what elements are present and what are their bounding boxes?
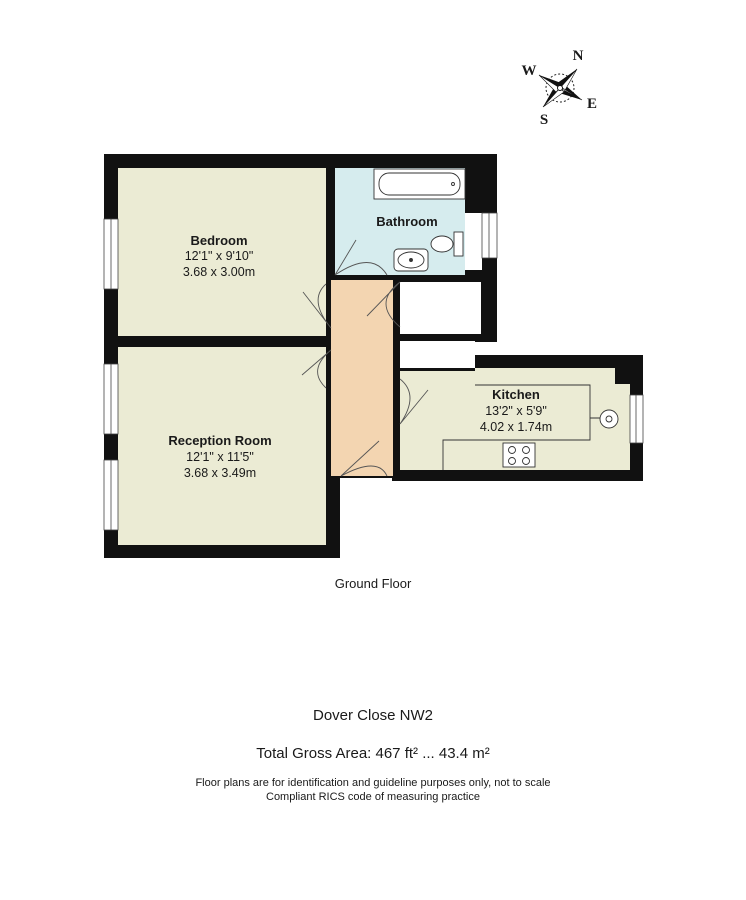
bathroom-side-recess [465,213,482,270]
toilet-bowl [431,236,453,252]
kitchen-dim-imperial: 13'2" x 5'9" [485,404,547,418]
kitchen-dim-metric: 4.02 x 1.74m [479,420,553,434]
compass-south: S [539,112,549,128]
bedroom-name: Bedroom [190,233,248,248]
boiler [600,410,618,428]
hob [503,443,535,467]
bedroom-dim-imperial: 12'1" x 9'10" [184,249,254,263]
bathroom-window [482,213,497,258]
floor-label: Ground Floor [334,576,412,591]
gross-area: Total Gross Area: 467 ft² ... 43.4 m² [256,745,490,762]
reception-dim-imperial: 12'1" x 11'5" [186,450,254,464]
kitchen-name: Kitchen [492,387,540,402]
compass-north: N [572,48,584,64]
bedroom-dim-metric: 3.68 x 3.00m [182,265,256,279]
bathroom-name: Bathroom [376,214,438,229]
kitchen-cupboard [400,341,475,368]
hallway-floor [331,280,393,476]
toilet-cistern [454,232,463,256]
bedroom-label [183,233,255,279]
compass-east: E [586,96,598,112]
disclaimer-line: Compliant RICS code of measuring practice [266,791,480,803]
reception-dim-metric: 3.68 x 3.49m [183,466,257,480]
compass-west: W [521,63,537,79]
property-name: Dover Close NW2 [312,707,434,724]
kitchen-window [630,395,643,443]
store-cupboard [400,282,481,334]
compass [522,48,598,128]
reception-name: Reception Room [168,433,272,448]
disclaimer-line: Floor plans are for identification and guideline purposes only, not to scale [195,777,551,789]
